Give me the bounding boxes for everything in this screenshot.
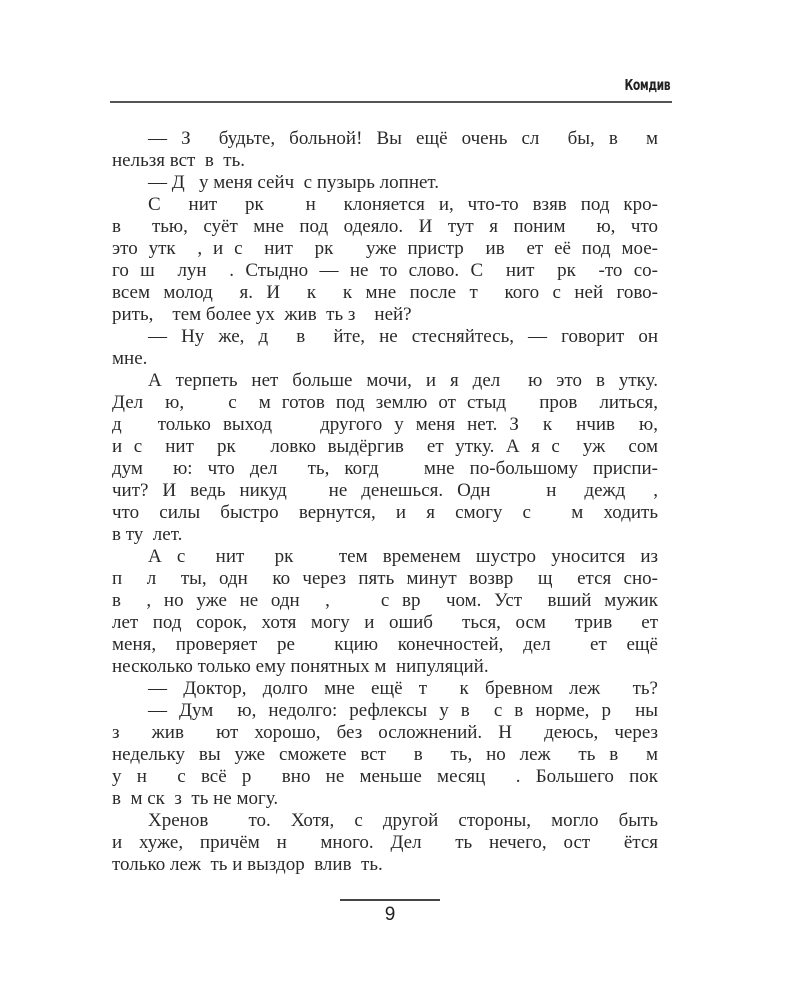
text-line: в тью, суёт мне под одеяло. И тут я поним ю, что <box>112 216 658 237</box>
text-line: только леж ть и выздор влив ть. <box>112 854 383 875</box>
text-line: в , но уже не одн , с вр чом. Уст вший мужик <box>112 590 658 611</box>
text-line: лет под сорок, хотя могу и ошиб ться, осм трив ет <box>112 612 658 633</box>
text-line: Дел ю, с м готов под землю от стыд пров литься, <box>112 392 658 413</box>
text-line: Хренов то. Хотя, с другой стороны, могло быть <box>148 810 658 831</box>
text-line: — Д у меня сейч с пузырь лопнет. <box>148 172 440 193</box>
text-line: несколько только ему понятных м нипуляций. <box>112 656 489 677</box>
text-line: А терпеть нет больше мочи, и я дел ю это в утку. <box>148 370 658 391</box>
text-line: недельку вы уже сможете вст в ть, но леж ть в м <box>112 744 658 765</box>
footer-rule <box>340 899 440 901</box>
text-line: чит? И ведь никуд не денешься. Одн н дежд , <box>112 480 658 501</box>
text-line: и с нит рк ловко выдёргив ет утку. А я с уж сом <box>112 436 658 457</box>
text-line: у н с всё р вно не меньше месяц . Большего пок <box>112 766 658 787</box>
page-number: 9 <box>384 904 396 925</box>
text-line: — З будьте, больной! Вы ещё очень сл бы, в м <box>148 128 658 149</box>
text-line: з жив ют хорошо, без осложнений. Н деюсь, через <box>112 722 658 743</box>
text-line: рить, тем более ух жив ть з ней? <box>112 304 412 325</box>
text-line: го ш лун . Стыдно — не то слово. С нит рк -то со- <box>112 260 658 281</box>
running-head-title: Комдив <box>624 76 670 94</box>
text-line: С нит рк н клоняется и, что-то взяв под кро- <box>148 194 658 215</box>
text-line: меня, проверяет ре кцию конечностей, дел ет ещё <box>112 634 658 655</box>
text-line: нельзя вст в ть. <box>112 150 246 171</box>
text-line: — Доктор, долго мне ещё т к бревном леж ть? <box>148 678 658 699</box>
text-line: всем молод я. И к к мне после т кого с ней гово- <box>112 282 658 303</box>
text-line: и хуже, причём н много. Дел ть нечего, ост ётся <box>112 832 658 853</box>
header-rule <box>110 101 672 103</box>
text-line: дум ю: что дел ть, когд мне по-большому приспи- <box>112 458 658 479</box>
text-line: п л ты, одн ко через пять минут возвр щ ется сно- <box>112 568 658 589</box>
text-line: в м ск з ть не могу. <box>112 788 279 809</box>
text-line: А с нит рк тем временем шустро уносится из <box>148 546 658 567</box>
text-line: в ту лет. <box>112 524 183 545</box>
text-line: д только выход другого у меня нет. З к нчив ю, <box>112 414 658 435</box>
text-line: мне. <box>112 348 148 369</box>
text-line: — Ну же, д в йте, не стесняйтесь, — говорит он <box>148 326 658 347</box>
text-line: это утк , и с нит рк уже пристр ив ет её под мое- <box>112 238 658 259</box>
text-line: что силы быстро вернутся, и я смогу с м ходить <box>112 502 658 523</box>
body-text <box>112 128 658 876</box>
text-line: — Дум ю, недолго: рефлексы у в с в норме, р ны <box>148 700 658 721</box>
